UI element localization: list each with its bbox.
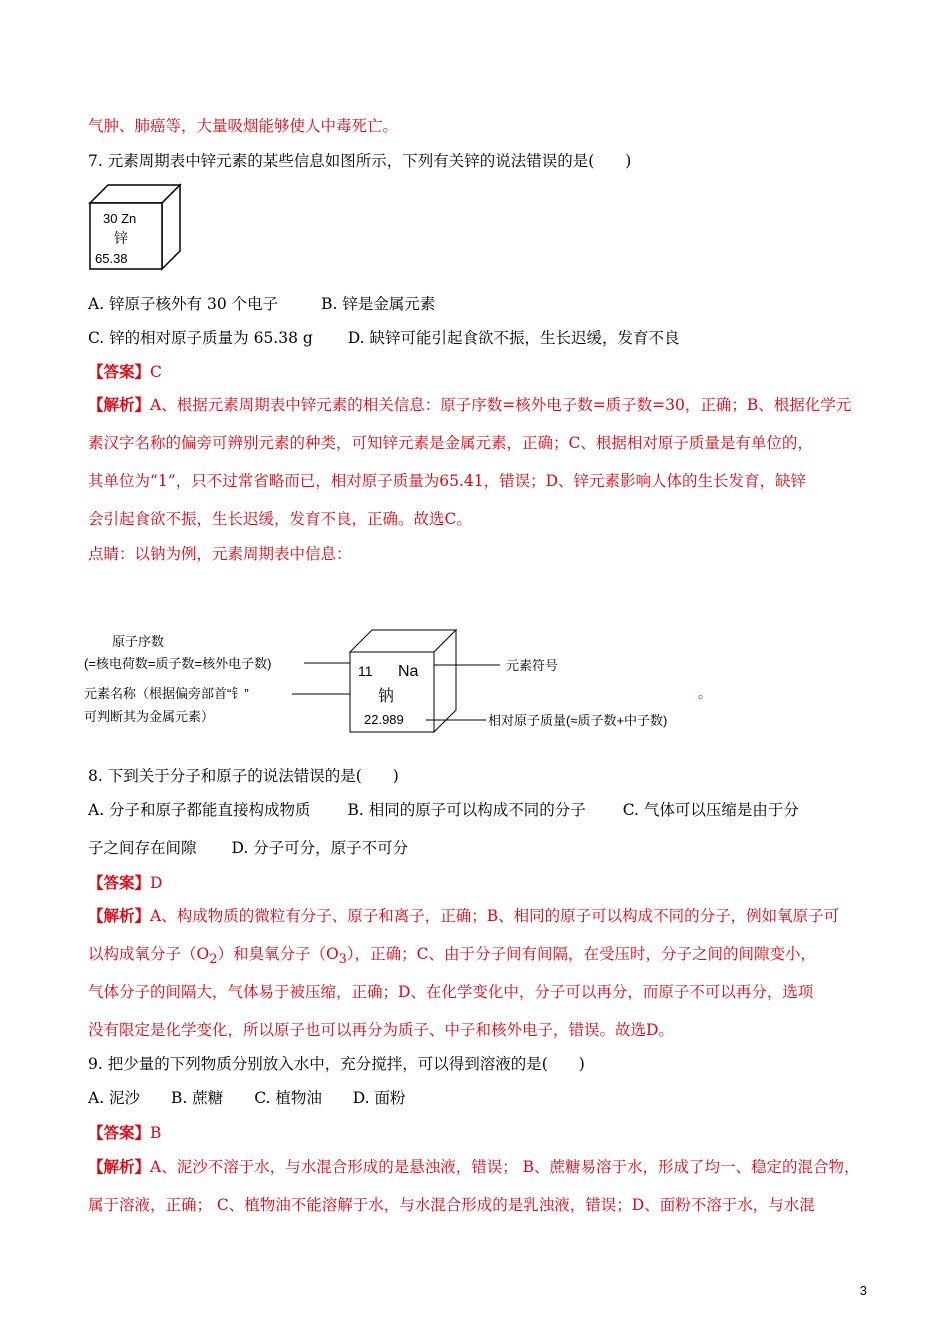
label-mass: 相对原子质量(≈质子数+中子数) [488,713,668,728]
q7-analysis-line-1 [88,394,851,416]
q8-option-b: B. 相同的原子可以构成不同的分子 [347,801,586,819]
page-number: 3 [859,1283,867,1298]
intro-line: 气肿、肺癌等，大量吸烟能够使人中毒死亡。 [88,117,399,135]
q7-analysis-line-3: 其单位为“1”，只不过常省略而已，相对原子质量为65.41，错误；D、锌元素影响人体的生长发育，缺锌 [88,472,807,490]
q9-option-b: B. 蔗糖 [171,1089,224,1107]
q7-stem: 7. 元素周期表中锌元素的某些信息如图所示，下列有关锌的说法错误的是( ) [88,152,632,170]
subscript: 3 [338,952,347,968]
na-number: 11 [358,663,373,679]
q7-analysis-line-2: 素汉字名称的偏旁可辨别元素的种类，可知锌元素是金属元素，正确；C、根据相对原子质量是有单位的， [88,434,813,452]
answer-value: D [150,874,163,892]
analysis-text: A、构成物质的微粒有分子、原子和离子，正确；B、相同的原子可以构成不同的分子，例如氧原子可 [150,907,840,925]
label-atomic-number: 原子序数 [112,634,165,649]
na-name: 钠 [378,688,395,705]
answer-tag: 【答案】 [88,362,151,381]
q7-option-a: A. 锌原子核外有 30 个电子 [88,295,279,313]
answer-tag: 【答案】 [88,873,151,892]
zinc-number-symbol: 30 Zn [103,211,137,226]
q9-option-a: A. 泥沙 [88,1089,141,1107]
label-element-name: 元素名称（根据偏旁部首“钅” [84,686,249,701]
analysis-text: A、根据元素周期表中锌元素的相关信息：原子序数=核外电子数=质子数=30，正确；B、根据化学元 [150,396,852,414]
label-atomic-number-detail: (=核电荷数=质子数=核外电子数) [84,656,272,671]
answer-value: C [150,363,162,381]
q8-option-c-cont: 子之间存在间隙 [88,839,197,857]
na-symbol: Na [398,663,419,680]
q7-answer [88,361,162,383]
q9-option-d: D. 面粉 [352,1089,406,1107]
q8-options-row-1 [88,799,799,821]
q9-options [88,1087,406,1109]
q7-options-row-1 [88,293,435,315]
q8-analysis-line-4: 没有限定是化学变化，所以原子也可以再分为质子、中子和核外电子，错误。故选D。 [88,1021,674,1039]
trailing-period: 。 [698,685,712,701]
analysis-text: ），正确；C、由于分子间有间隔，在受压时，分子之间的间隙变小， [346,945,816,963]
answer-tag: 【答案】 [88,1123,151,1142]
q8-answer [88,872,162,894]
q9-option-c: C. 植物油 [254,1089,322,1107]
answer-value: B [150,1124,162,1142]
subscript: 2 [209,952,218,968]
q8-analysis-line-1 [88,905,839,927]
analysis-text: A、泥沙不溶于水，与水混合形成的是悬浊液，错误； B、蔗糖易溶于水，形成了均一、稳定的混合物， [150,1158,860,1176]
label-symbol: 元素符号 [506,658,559,673]
q8-stem: 8. 下到关于分子和原子的说法错误的是( ) [88,767,399,785]
label-element-name-2: 可判断其为金属元素） [84,709,215,724]
q7-option-c: C. 锌的相对原子质量为 65.38 g [88,329,313,347]
q8-option-a: A. 分子和原子都能直接构成物质 [88,801,311,819]
q9-stem: 9. 把少量的下列物质分别放入水中，充分搅拌，可以得到溶液的是( ) [88,1055,585,1073]
analysis-tag: 【解析】 [88,1157,151,1176]
analysis-text: 以构成氧分子（O [88,945,210,963]
sodium-element-diagram [80,628,720,738]
q7-analysis-line-4: 会引起食欲不振，生长迟缓，发育不良，正确。故选C。 [88,510,472,528]
analysis-tag: 【解析】 [88,395,151,414]
q9-answer [88,1122,161,1144]
q8-option-c: C. 气体可以压缩是由于分 [622,801,799,819]
analysis-text: ）和臭氧分子（O [217,945,339,963]
zinc-element-box [88,183,184,273]
q8-option-d: D. 分子可分，原子不可分 [231,839,409,857]
q8-analysis-line-2 [88,943,816,971]
analysis-tag: 【解析】 [88,906,151,925]
q9-analysis-line-1 [88,1156,860,1178]
zinc-name: 锌 [114,230,128,246]
zinc-mass: 65.38 [95,251,128,266]
na-mass: 22.989 [364,712,404,727]
q7-options-row-2 [88,327,679,349]
q8-options-row-2 [88,837,408,859]
q8-analysis-line-3: 气体分子的间隔大，气体易于被压缩，正确；D、在化学变化中，分子可以再分，而原子不可以再分，选项 [88,983,814,1001]
q7-option-d: D. 缺锌可能引起食欲不振，生长迟缓，发育不良 [347,329,680,347]
q7-option-b: B. 锌是金属元素 [321,295,436,313]
q9-analysis-line-2: 属于溶液，正确； C、植物油不能溶解于水，与水混合形成的是乳浊液，错误；D、面粉不溶于水，与水混 [88,1196,815,1214]
q7-tip: 点睛：以钠为例，元素周期表中信息： [88,545,352,563]
